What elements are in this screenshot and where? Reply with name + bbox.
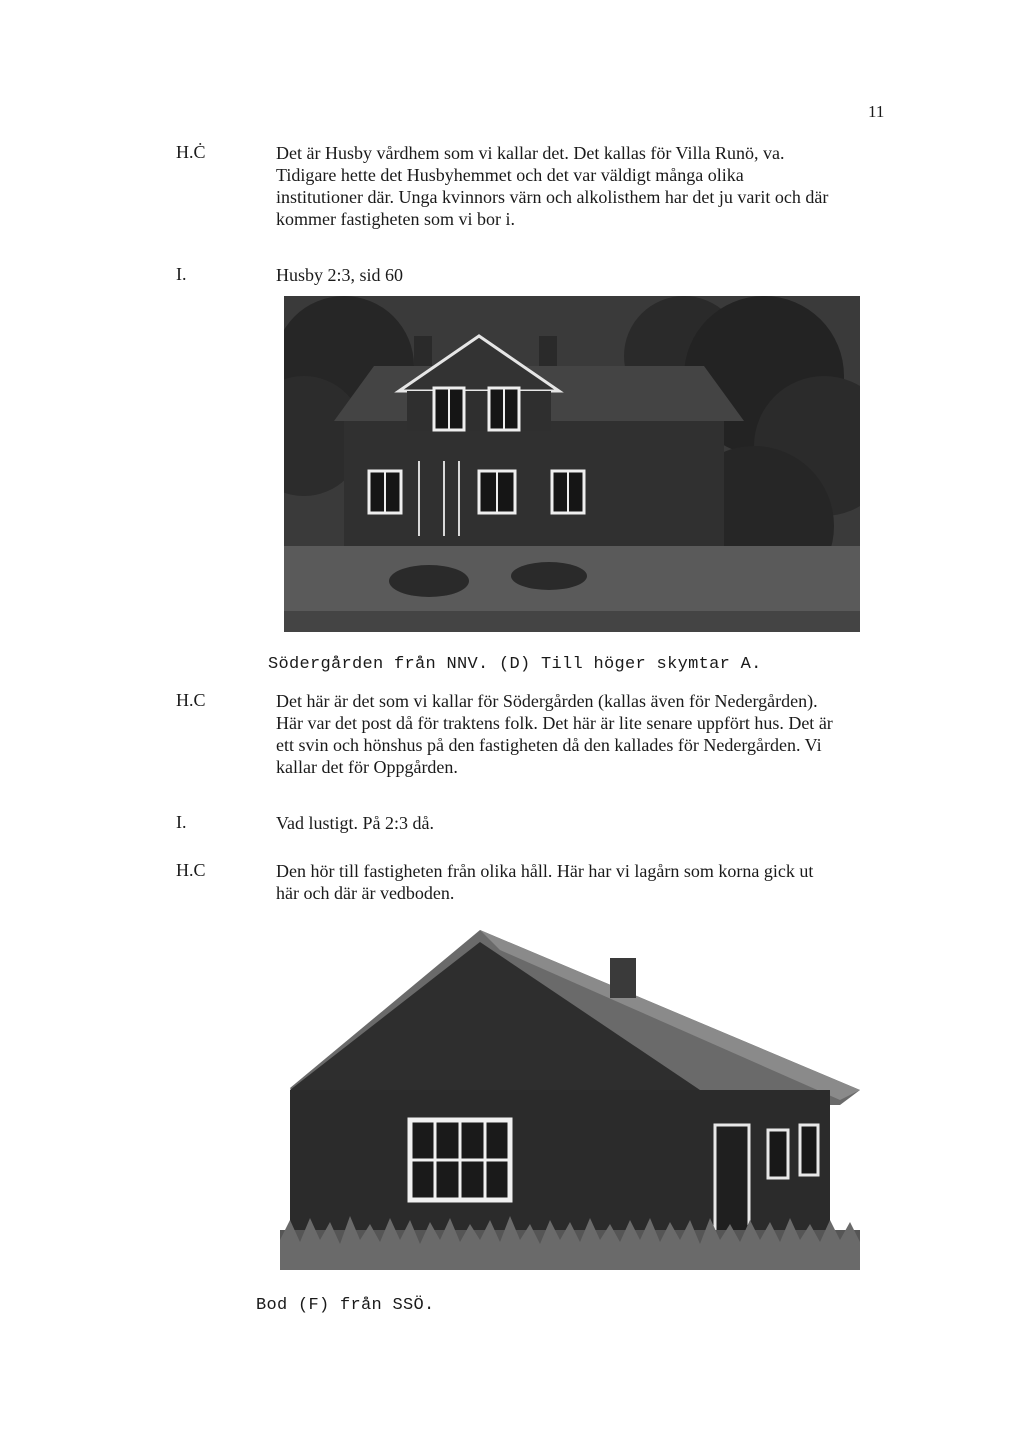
- text-line: Husby 2:3, sid 60: [276, 265, 404, 285]
- speaker-label: H.C: [176, 690, 206, 710]
- speaker-label: I.: [176, 264, 187, 284]
- text-line: Det här är det som vi kallar för Södergården (kallas även för Nedergården).: [276, 691, 818, 711]
- speaker-label: I.: [176, 812, 187, 832]
- page-number: 11: [868, 102, 885, 121]
- speaker-label: H.Ċ: [176, 142, 206, 162]
- house-photo-illustration: [284, 296, 860, 632]
- speaker-label: H.C: [176, 860, 206, 880]
- photo-caption: Bod (F) från SSÖ.: [256, 1296, 435, 1315]
- utterance-text: [276, 690, 916, 778]
- text-line: Den hör till fastigheten från olika håll. Här har vi lagårn som korna gick ut: [276, 861, 814, 881]
- text-line: Det är Husby vårdhem som vi kallar det. Det kallas för Villa Runö, va.: [276, 143, 785, 163]
- text-line: kommer fastigheten som vi bor i.: [276, 209, 515, 229]
- text-line: ett svin och hönshus på den fastigheten då den kallades för Nedergården. Vi: [276, 735, 822, 755]
- utterance-text: [276, 142, 916, 230]
- text-line: institutioner där. Unga kvinnors värn och alkolisthem har det ju varit och där: [276, 187, 829, 207]
- photo-caption: Södergården från NNV. (D) Till höger skymtar A.: [268, 655, 762, 674]
- shed-photo-illustration: [280, 920, 860, 1270]
- text-line: Vad lustigt. På 2:3 då.: [276, 813, 434, 833]
- utterance-text: [276, 860, 916, 904]
- utterance-text: [276, 812, 916, 834]
- photo-sodergarden: [284, 296, 860, 632]
- text-line: kallar det för Oppgården.: [276, 757, 458, 777]
- photo-bod: [280, 920, 860, 1270]
- utterance-text: [276, 264, 916, 286]
- text-line: Tidigare hette det Husbyhemmet och det var väldigt många olika: [276, 165, 744, 185]
- text-line: här och där är vedboden.: [276, 883, 455, 903]
- text-line: Här var det post då för traktens folk. Det här är lite senare uppfört hus. Det är: [276, 713, 833, 733]
